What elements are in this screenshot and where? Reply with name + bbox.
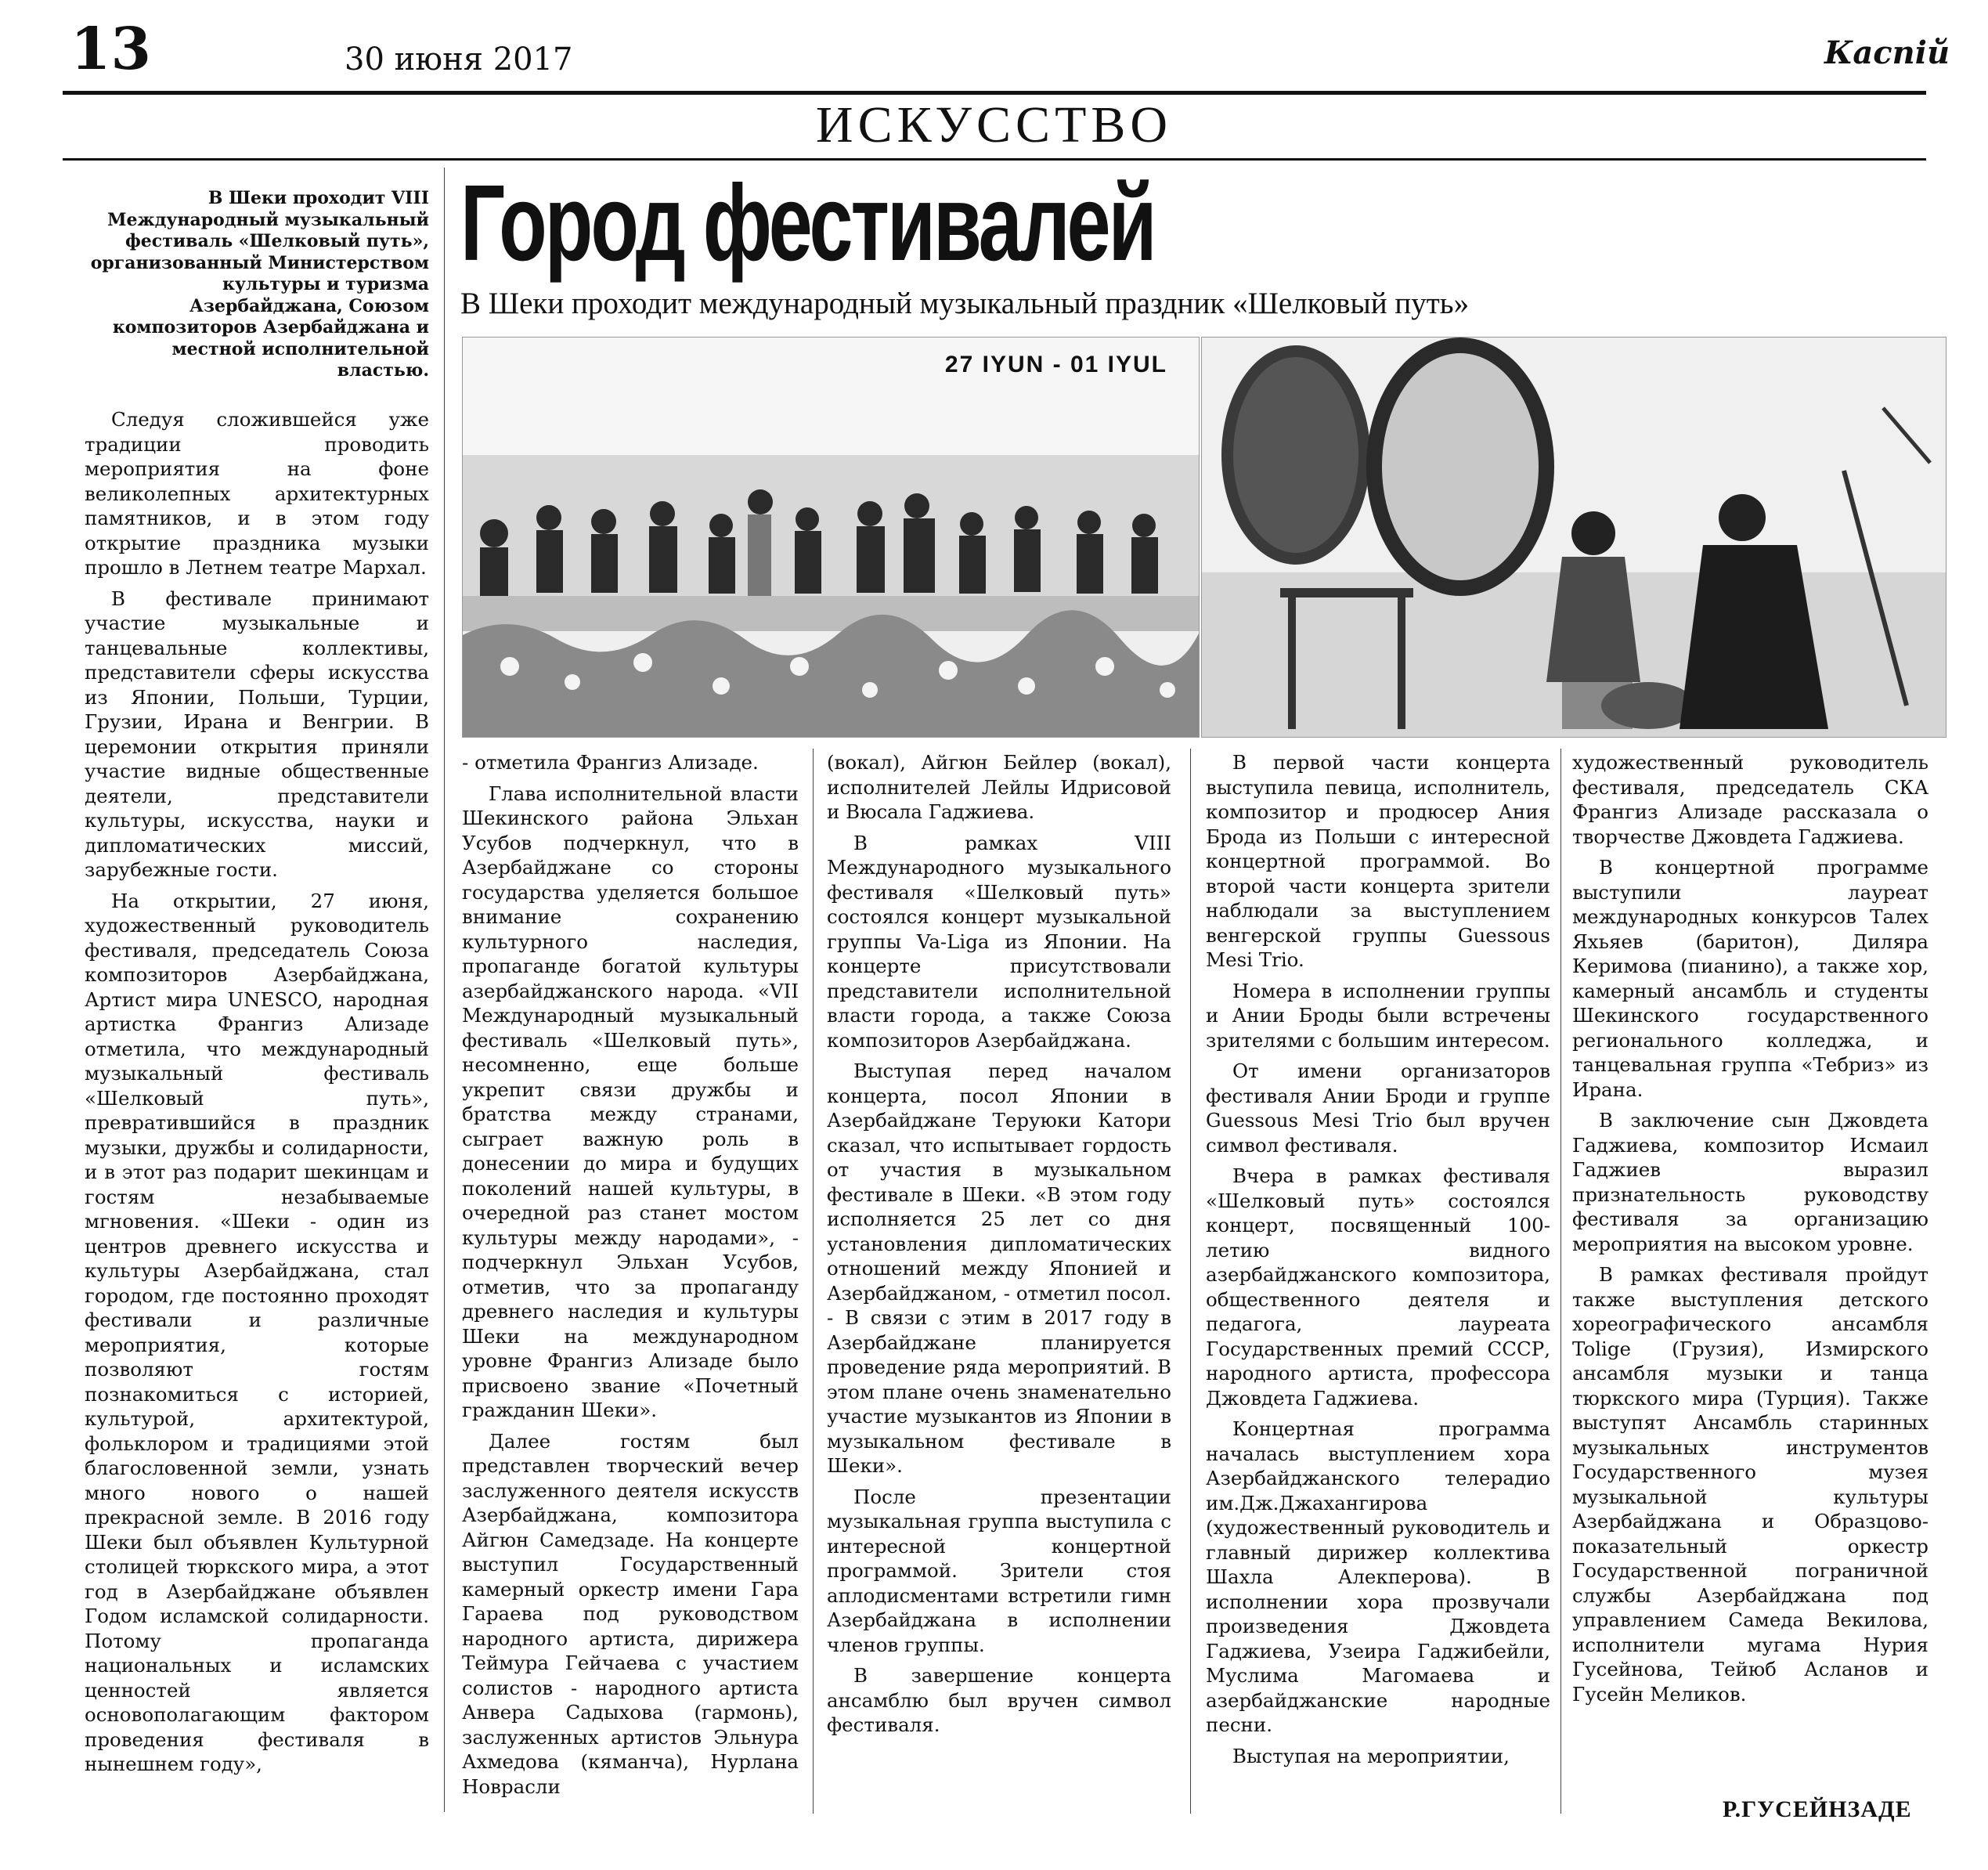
paragraph: В первой части концерта выступила певица, исполнитель, композитор и продюсер Ания Брода из Польши с интересной концертной программой. Во второй части концерта зрители наблюдали за выступлением венгерской группы Guessous Mesi Trio. (1206, 751, 1550, 971)
paragraph: - отметила Франгиз Ализаде. (462, 751, 759, 774)
paragraph: художественный руководитель фестиваля, председатель СКА Франгиз Ализаде рассказала о творчестве Джовдета Гаджиева. (1572, 751, 1928, 848)
column-divider (1560, 749, 1561, 1814)
page-number: 13 (70, 16, 151, 83)
paragraph: Выступая перед началом концерта, посол Японии в Азербайджане Теруюки Катори сказал, что испытывает гордость от участия в музыкальном фестивале в Шеки. «В этом году исполняется 25 лет со дня установления дипломатических отношений между Японией и Азербайджаном, - отметил посол. - В связи с этим в 2017 году в Азербайджане планируется проведение ряда мероприятий. В этом плане очень знаменательно участие музыкантов из Японии в музыкальном фестивале в Шеки». (827, 1060, 1171, 1477)
paragraph: Вчера в рамках фестиваля «Шелковый путь» состоялся концерт, посвященный 100-летию видного азербайджанского композитора, общественного деятеля и педагога, лауреата Государственных премий СССР, народного артиста, профессора Джовдета Гаджиева. (1206, 1164, 1550, 1410)
newspaper-logo: Каспiй (1824, 34, 1950, 71)
column-divider (813, 749, 814, 1814)
section-rule (63, 158, 1926, 161)
paragraph: В заключение сын Джовдета Гаджиева, композитор Исмаил Гаджиев выразил признательность руководству фестиваля за организацию мероприятия на высоком уровне. (1572, 1109, 1928, 1255)
paragraph: В концертной программе выступили лауреат международных конкурсов Талех Яхьяев (баритон), Диляра Керимова (пианино), а также хор, камерный ансамбль и студенты Шекинского государственного регионального колледжа, и танцевальная группа «Тебриз» из Ирана. (1572, 856, 1928, 1101)
article-headline: Город фестивалей (460, 163, 1155, 283)
paragraph: В фестивале принимают участие музыкальные и танцевальные коллективы, представители сферы искусства из Японии, Польши, Турции, Грузии, Ирана и Венгрии. В церемонии открытия приняли участие видные общественные деятели, представители культуры, искусства, науки и дипломатических миссий, зарубежные гости. (85, 587, 429, 881)
paragraph: На открытии, 27 июня, художественный руководитель фестиваля, председатель Союза композиторов Азербайджана, Артист мира UNESCO, народная артистка Франгиз Ализаде отметила, что международный музыкальный фестиваль «Шелковый путь», превратившийся в праздник музыки, дружбы и солидарности, и в этот раз подарит шекинцам и гостям незабываемые мгновения. «Шеки - один из центров древнего искусства и культуры Азербайджана, стал городом, где постоянно проходят фестивали и различные мероприятия, которые позволяют гостям познакомиться с историей, культурой, архитектурой, фольклором и традициями этой благословенной земли, узнать много нового о нашей прекрасной земле. В 2016 году Шеки был объявлен Культурной столицей тюркского мира, а этот год в Азербайджане объявлен Годом исламской солидарности. Потому пропаганда национальных и исламских ценностей является основополагающим фактором проведения фестиваля в нынешнем году», (85, 889, 429, 1775)
orchestra-photo-illustration (463, 338, 1199, 737)
column-divider (1190, 749, 1191, 1814)
article-lead: В Шеки проходит VIII Международный музыкальный фестиваль «Шелковый путь», организованный Министерством культуры и туризма Азербайджана, Союзом композиторов Азербайджана и местной исполнительной властью. (90, 188, 429, 381)
photo-date-stamp: 27 IYUN - 01 IYUL (944, 352, 1167, 377)
issue-date: 30 июня 2017 (345, 42, 573, 78)
paragraph: В рамках VIII Международного музыкального фестиваля «Шелковый путь» состоялся концерт музыкальной группы Va-Liga из Японии. На концерте присутствовали представители исполнительной власти города, а также Союза композиторов Азербайджана. (827, 831, 1171, 1052)
article-column-5 (1572, 750, 1928, 1706)
paragraph: В рамках фестиваля пройдут также выступления детского хореографического ансамбля Tolige (Грузия), Измирского ансамбля музыки и танца тюркского мира (Турция). Также выступят Ансамбль старинных музыкальных инструментов Государственного музея музыкальной культуры Азербайджана и Образцово-показательный оркестр Государственной пограничной службы Азербайджана под управлением Самеда Векилова, исполнители мугама Нурия Гусейнова, Тейюб Асланов и Гусейн Меликов. (1572, 1263, 1928, 1706)
column-divider (444, 168, 445, 1812)
paragraph: Глава исполнительной власти Шекинского района Эльхан Усубов подчеркнул, что в Азербайджане со стороны государства уделяется большое внимание сохранению культурного наследия, пропаганде богатой культуры азербайджанского народа. «VII Международный музыкальный фестиваль «Шелковый путь», несомненно, еще больше укрепит связи дружбы и братства между странами, сыграет важную роль в донесении до мира и будущих поколений нашей культуры, в очередной раз станет мостом культуры между народами», - подчеркнул Эльхан Усубов, отметив, что за пропаганду древнего наследия и культуры Шеки на международном уровне Франгиз Ализаде было присвоено звание «Почетный гражданин Шеки». (462, 782, 799, 1421)
paragraph: От имени организаторов фестиваля Ании Броди и группе Guessous Mesi Trio был вручен символ фестиваля. (1206, 1060, 1550, 1157)
article-subhead: В Шеки проходит международный музыкальный праздник «Шелковый путь» (460, 287, 1470, 320)
paragraph: Следуя сложившейся уже традиции проводить мероприятия на фоне великолепных архитектурных памятников, и в этом году открытие праздника музыки прошло в Летнем театре Мархал. (85, 408, 429, 579)
orchestra-photo (462, 337, 1200, 738)
paragraph: (вокал), Айгюн Бейлер (вокал), исполнителей Лейлы Идрисовой и Вюсала Гаджиева. (827, 751, 1171, 823)
paragraph: Концертная программа началась выступлением хора Азербайджанского телерадио им.Дж.Джахангирова (художественный руководитель и главный дирижер коллектива Шахла Алекперова). В исполнении хора прозвучали произведения Джовдета Гаджиева, Узеира Гаджибейли, Муслима Магомаева и азербайджанские народные песни. (1206, 1417, 1550, 1736)
paragraph: Номера в исполнении группы и Ании Броды были встречены зрителями с большим интересом. (1206, 979, 1550, 1052)
drummer-photo-illustration (1202, 338, 1946, 737)
article-column-4 (1206, 750, 1550, 1768)
article-column-3 (827, 750, 1171, 1738)
article-column-1 (85, 407, 429, 1777)
section-title: ИСКУССТВО (815, 96, 1173, 153)
drummer-photo (1201, 337, 1947, 738)
paragraph: Далее гостям был представлен творческий вечер заслуженного деятеля искусств Азербайджана, композитора Айгюн Самедзаде. На концерте выступил Государственный камерный оркестр имени Гара Гараева под руководством народного артиста, дирижера Теймура Гейчаева с участием солистов - народного артиста Анвера Садыхова (гармонь), заслуженных артистов Эльнура Ахмедова (кяманча), Нурлана Новрасли (462, 1429, 799, 1798)
paragraph: После презентации музыкальная группа выступила с интересной концертной программой. Зрители стоя аплодисментами встретили гимн Азербайджана в исполнении членов группы. (827, 1485, 1171, 1656)
author-byline: Р.ГУСЕЙНЗАДЕ (1723, 1796, 1912, 1822)
paragraph: В завершение концерта ансамблю был вручен символ фестиваля. (827, 1664, 1171, 1736)
paragraph: Выступая на мероприятии, (1232, 1744, 1510, 1767)
article-column-2 (462, 750, 799, 1799)
